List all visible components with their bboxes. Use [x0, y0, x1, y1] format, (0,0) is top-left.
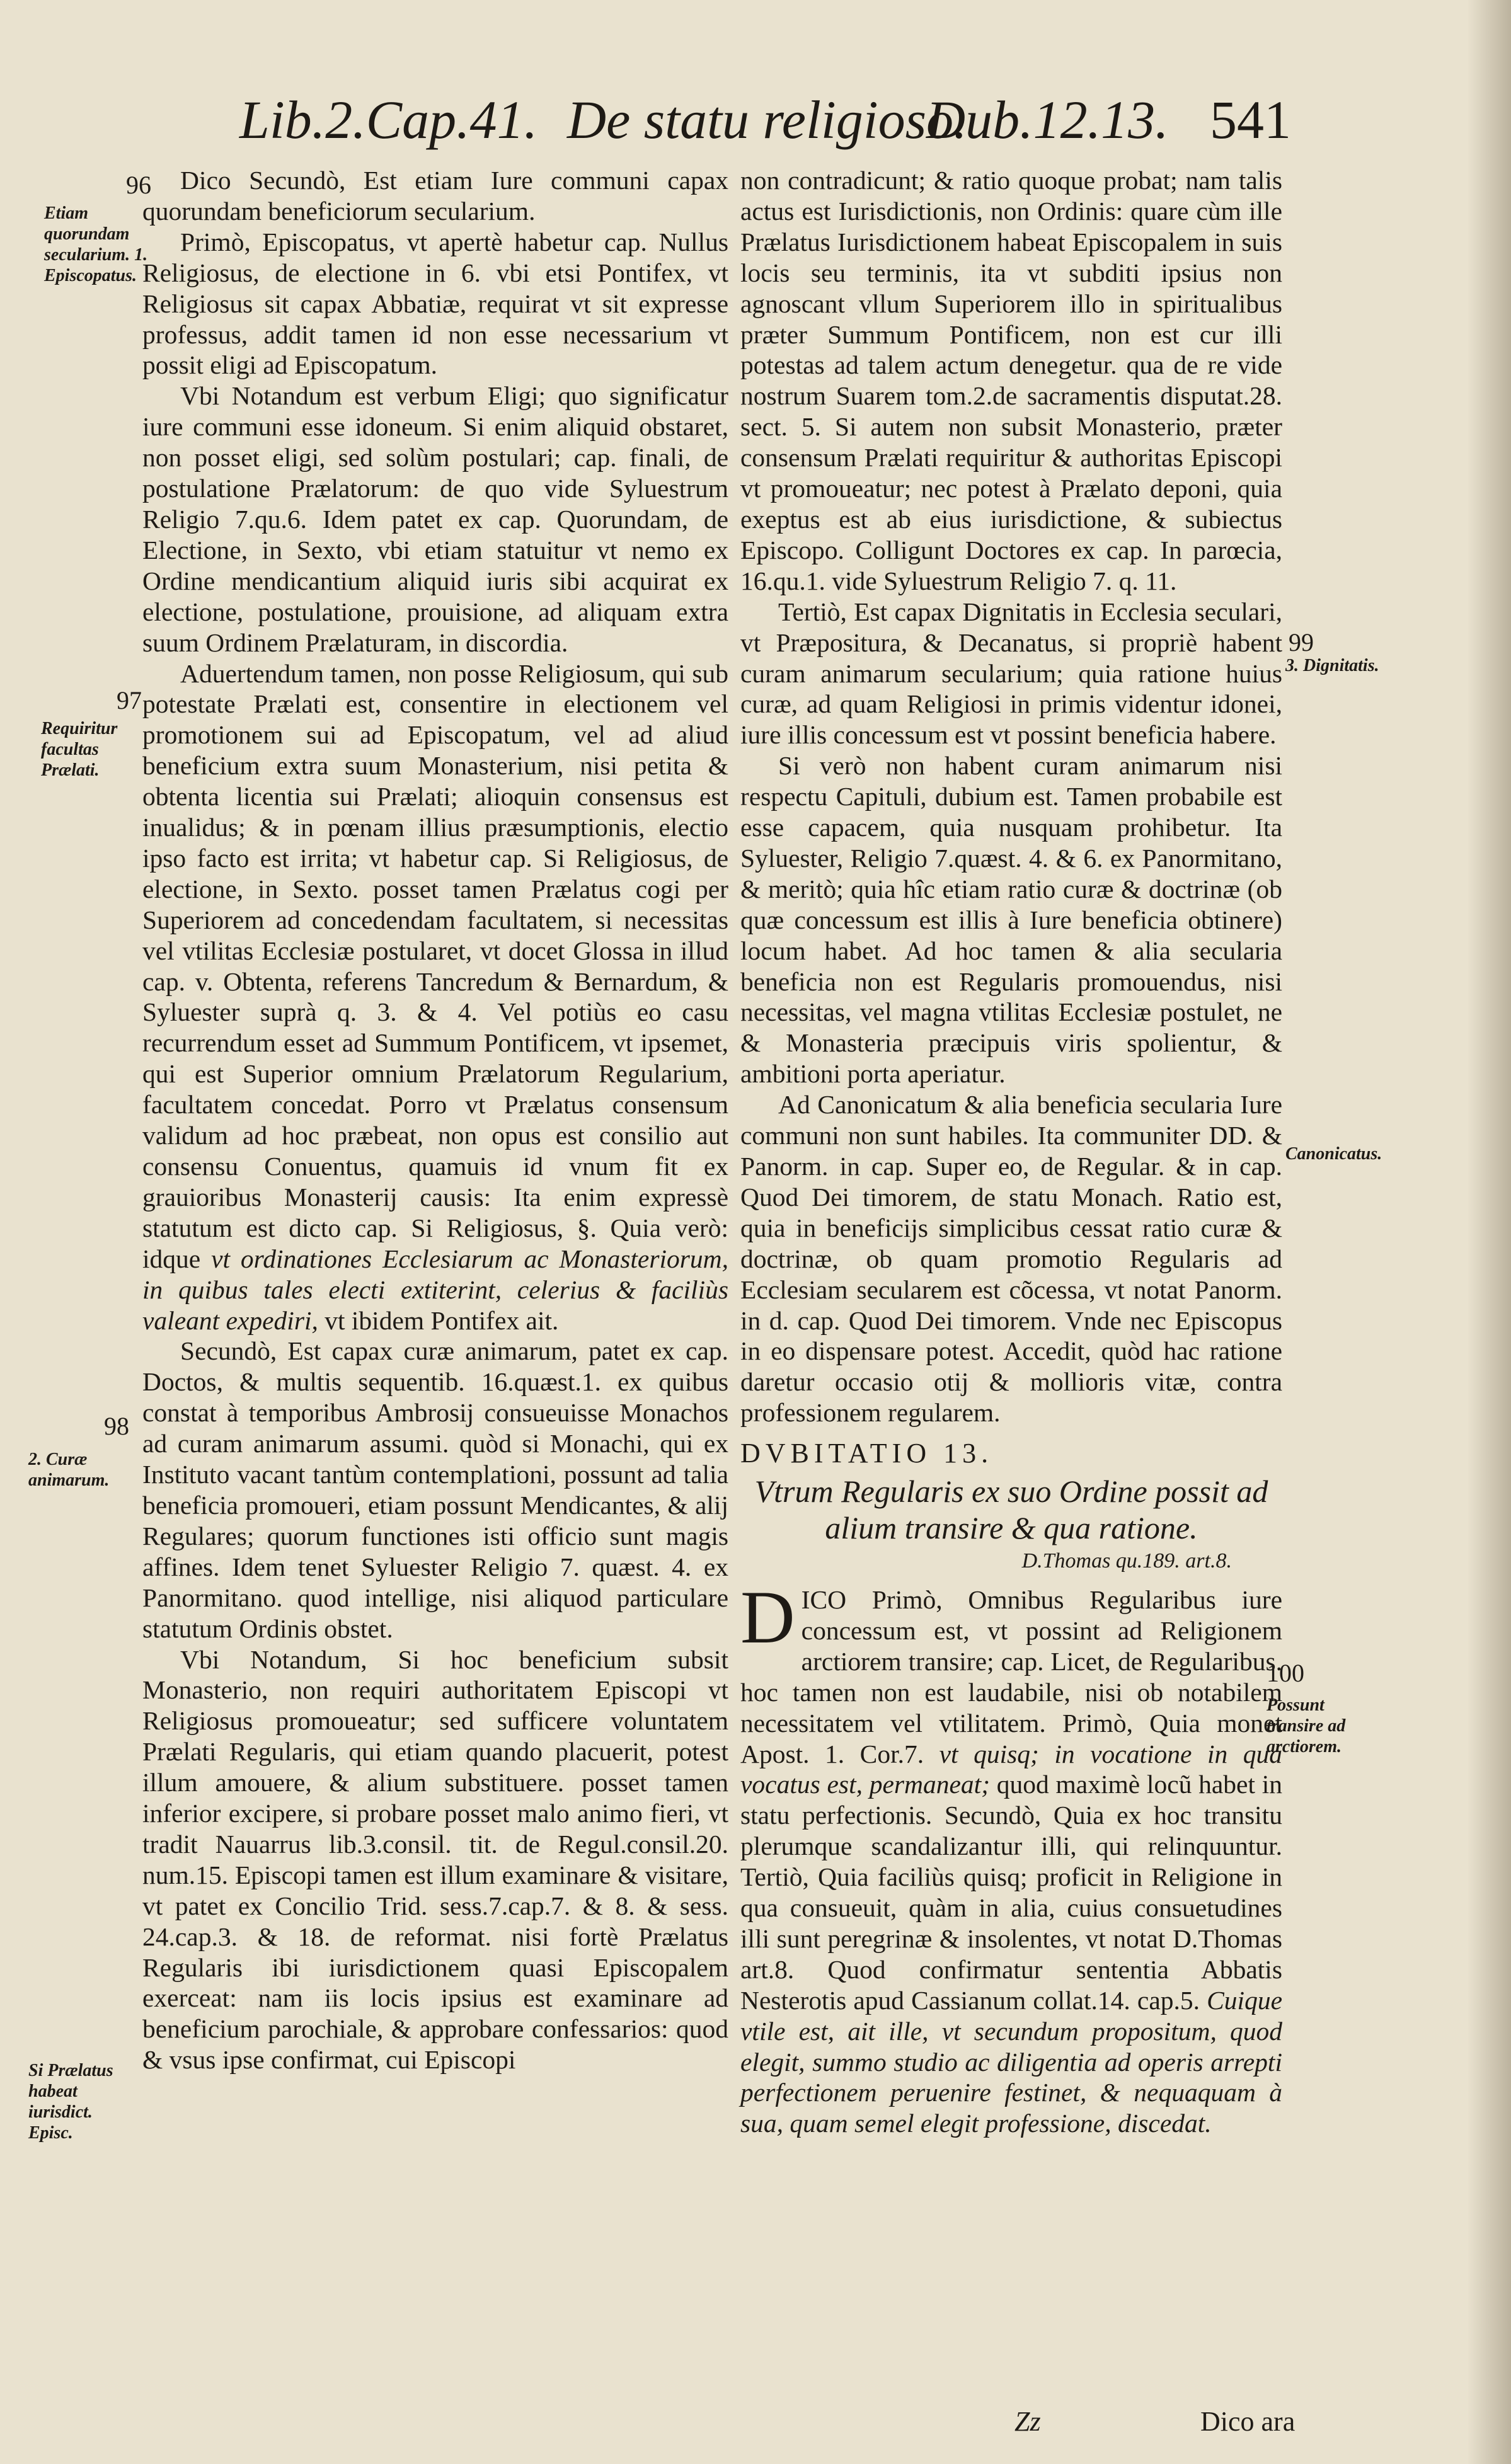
- paragraph: non contradicunt; & ratio quoque probat; nam talis actus est Iurisdictionis, non Ordinis: quare cùm ille Prælatus Iurisdictionem habeat Episcopalem in suis locis seu terminis, ita vt subditi ipsius non agnoscant vllum Superiorem illo in spiritualibus præter Summum Pontificem, non est cur illi potestas ad talem actum denegetur. qua de re vide nostrum Suarem tom.2.de sacramentis disputat.28. sect. 5. Si autem non subsit Monasterio, præter consensum Prælati requiritur & authoritas Episcopi vt promoueatur; nec potest à Prælato deponi, quia exeptus est ab eius iurisdictione, & subiectus Episcopo. Colligunt Doctores ex cap. In parœcia, 16.qu.1. vide Syluestrum Religio 7. q. 11.: [740, 166, 1282, 595]
- paragraph: Si verò non habent curam animarum nisi respectu Capituli, dubium est. Tamen probabile est esse capacem, quia nusquam prohibetur. Ita Syluester, Religio 7.quæst. 4. & 6. ex Panormitano, & meritò; quia hîc etiam ratio curæ & doctrinæ (ob quæ concessum est illis à Iure beneficia obtinere) locum habet. Ad hoc tamen & alia secularia beneficia non est Regularis promouendus, nisi necessitas, vel magna vtilitas Ecclesiæ postulet, ne & Monasteria præcipuis viris spolientur, & ambitioni porta aperiatur.: [740, 751, 1282, 1089]
- italic-quote: Cuique vtile est, ait ille, vt secundum propositum, quod elegit, summo studio ac diligentia ad operis arrepti perfectionem peruenire festinet, & nequaquam à sua, quam semel elegit professione, discedat.: [740, 1985, 1283, 2138]
- catchword: Dico ara: [1200, 2406, 1296, 2437]
- italic-quote: vt ordinationes Ecclesiarum ac Monasteriorum, in quibus tales electi extiterint, celerius & faciliùs valeant expediri,: [142, 1244, 728, 1335]
- dubitatio-question: Vtrum Regularis ex suo Ordine possit ad alium transire & qua ratione.: [754, 1474, 1268, 1546]
- header-title: De statu religioso.: [567, 89, 967, 150]
- margin-note-dignitatis: 3. Dignitatis.: [1285, 656, 1379, 675]
- margin-number-98: 98: [104, 1412, 129, 1440]
- paragraph: Vbi Notandum est verbum Eligi; quo significatur iure communi esse idoneum. Si enim aliquid obstaret, non posset eligi, sed solùm postulari; cap. finali, de postulatione Prælatorum: de quo vide Syluestrum Religio 7.qu.6. Idem patet ex cap. Quorundam, de Electione, in Sexto, vbi etiam statuitur vt nemo ex Ordine mendicantium aliquid iuris sibi acquirat ex electione, postulatione, prouisione, ad aliquam extra suum Ordinem Prælaturam, in discordia.: [142, 381, 728, 657]
- header-chapter: Lib.2.Cap.41.: [239, 89, 538, 150]
- margin-number-97: 97: [117, 686, 142, 714]
- page-number: 541: [1210, 89, 1291, 150]
- dubitatio-body: [740, 1574, 1283, 2139]
- paragraph: Secundò, Est capax curæ animarum, patet ex cap. Doctos, & multis sequentib. 16.quæst.1. ex quibus constat à temporibus Ambrosij consueuisse Monachos ad curam animarum assumi. quòd si Monachi, qui ex Instituto vacant tantùm contemplationi, possunt ad talia beneficia promoueri, etiam possunt Mendicantes, & alij Regulares; quorum functiones isti officio sunt magis affines. Idem tenet Syluester Religio 7. quæst. 4. ex Panormitano. quod intellige, nisi aliquod particulare statutum Ordinis obstet.: [142, 1336, 728, 1643]
- margin-note-cura-animarum: 2. Curæ animarum.: [28, 1450, 110, 1490]
- paragraph: Ad Canonicatum & alia beneficia secularia Iure communi non sunt habiles. Ita communiter DD. & Panorm. in cap. Super eo, de Regular. & in cap. Quod Dei timorem, de statu Monach. Ratio est, quia in beneficijs simplicibus cessat ratio curæ & doctrinæ, ob quam promotio Regularis ad Ecclesiam secularem est cõcessa, vt notat Panorm. in d. cap. Quod Dei timorem. Vnde nec Episcopus in eo dispensare potest. Accedit, quòd hac ratione daretur occasio otij & mollioris vitæ, contra professionem regularem.: [740, 1090, 1282, 1428]
- drop-cap: D: [740, 1574, 795, 1659]
- margin-number-99: 99: [1289, 628, 1314, 656]
- running-header: [239, 88, 1311, 158]
- margin-number-96: 96: [126, 171, 151, 199]
- signature-mark: Zz: [1014, 2406, 1041, 2437]
- dubitatio-heading: DVBITATIO 13.: [740, 1438, 994, 1469]
- left-text-column: [142, 165, 728, 2075]
- margin-note-secularium: Etiam quorundam secularium. 1. Episcopatus.: [44, 203, 148, 285]
- paragraph: Vbi Notandum, Si hoc beneficium subsit Monasterio, non requiri authoritatem Episcopi vt Religiosus promoueatur; sed sufficere voluntatem Prælati Regularis, qui etiam quando placuerit, potest illum amouere, & alium substituere. posset tamen inferior excipere, si probare posset malo animo fieri, vt tradit Nauarrus lib.3.consil. tit. de Regul.consil.20. num.15. Episcopi tamen est illum examinare & visitare, vt patet ex Concilio Trid. sess.7.cap.7. & 8. & sess. 24.cap.3. & 18. de reformat. nisi fortè Prælatus Regularis ibi iurisdictionem quasi Episcopalem exerceat: nam iis locis ipsius est examinare ad beneficium parochiale, & approbare confessarios: quod & vsus ipse confirmat, cui Episcopi: [142, 1644, 728, 2075]
- paragraph: Tertiò, Est capax Dignitatis in Ecclesia seculari, vt Præpositura, & Decanatus, si propriè habent curam animarum secularium; quia ratione huius curæ, ad quam Religiosi in primis videntur idonei, iure illis concessum est vt possint beneficia habere.: [740, 597, 1282, 750]
- margin-note-prelatus: Si Prælatus habeat iurisdict. Episc.: [28, 2061, 113, 2143]
- italic-quote: vt quisq; in vocatione in qua vocatus est, permaneat;: [740, 1739, 1282, 1799]
- paragraph-text: ICO Primò, Omnibus Regularibus iure concessum est, vt possint ad Religionem arctiorem transire; cap. Licet, de Regularibus. hoc tamen non est laudabile, nisi ob notabilem necessitatem vel vtilitatem. Primò, Quia monet Apost. 1. Cor.7.: [740, 1584, 1282, 1768]
- paragraph-text: Aduertendum tamen, non posse Religiosum, qui sub potestate Prælati est, consentire in electionem vel promotionem sui ad Episcopatum, vel ad aliud beneficium extra suum Monasterium, nisi petita & obtenta licentia sui Prælati; alioquin consensus est inualidus; & in pœnam illius præsumptionis, electio ipso facto est irrita; vt habetur cap. Si Religiosus, de electione, in Sexto. posset tamen Prælatus cogi per Superiorem ad concedendam facultatem, si necessitas vel vtilitas Ecclesiæ postularet, vt docet Glossa in illud cap. v. Obtenta, referens Tancredum & Bernardum, & Syluester suprà q. 3. & 4. Vel potiùs eo casu recurrendum esset ad Summum Pontificem, vt ipsemet, qui est Superior omnium Prælatorum Regularium, facultatem concedat. Porro vt Prælatus consensum validum ad hoc præbeat, non opus est consilio aut consensu Conuentus, quamuis id vnum fit ex grauioribus Monasterij causis: Ita enim expressè statutum est dicto cap. Si Religiosus, §. Quia verò: idque: [142, 658, 728, 1273]
- paragraph-group: [142, 658, 728, 1336]
- margin-note-facultas: Requiritur facultas Prælati.: [41, 719, 118, 780]
- header-dubium: Dub.12.13.: [926, 89, 1169, 150]
- margin-number-100: 100: [1267, 1659, 1304, 1687]
- paragraph: Dico Secundò, Est etiam Iure communi capax quorundam beneficiorum secularium.: [142, 166, 728, 226]
- margin-note-transire: Possunt transire ad arctiorem.: [1267, 1695, 1346, 1756]
- paragraph-text: vt ibidem Pontifex ait.: [325, 1305, 559, 1335]
- dubitatio-reference: D.Thomas qu.189. art.8.: [1021, 1549, 1232, 1573]
- margin-note-canonicatus: Canonicatus.: [1285, 1144, 1382, 1164]
- right-text-column: [740, 165, 1282, 2139]
- paragraph: Primò, Episcopatus, vt apertè habetur cap. Nullus Religiosus, de electione in 6. vbi etsi Pontifex, vt Religiosus sit capax Abbatiæ, requirat vt sit expresse professus, addit tamen id non esse necessarium vt possit eligi ad Episcopatum.: [142, 227, 728, 380]
- page-edge-shadow: [1467, 0, 1511, 2464]
- paragraph-text: quod maximè locũ habet in statu perfectionis. Secundò, Quia ex hoc transitu plerumque scandalizantur illi, qui relinquuntur. Tertiò, Quia faciliùs quisq; proficit in Religione in qua consueuit, quàm in alia, cuius consuetudines illi sunt peregrinæ & insolentes, vt notat D.Thomas art.8. Quod confirmatur sententia Abbatis Nesterotis apud Cassianum collat.14. cap.5.: [740, 1770, 1283, 2015]
